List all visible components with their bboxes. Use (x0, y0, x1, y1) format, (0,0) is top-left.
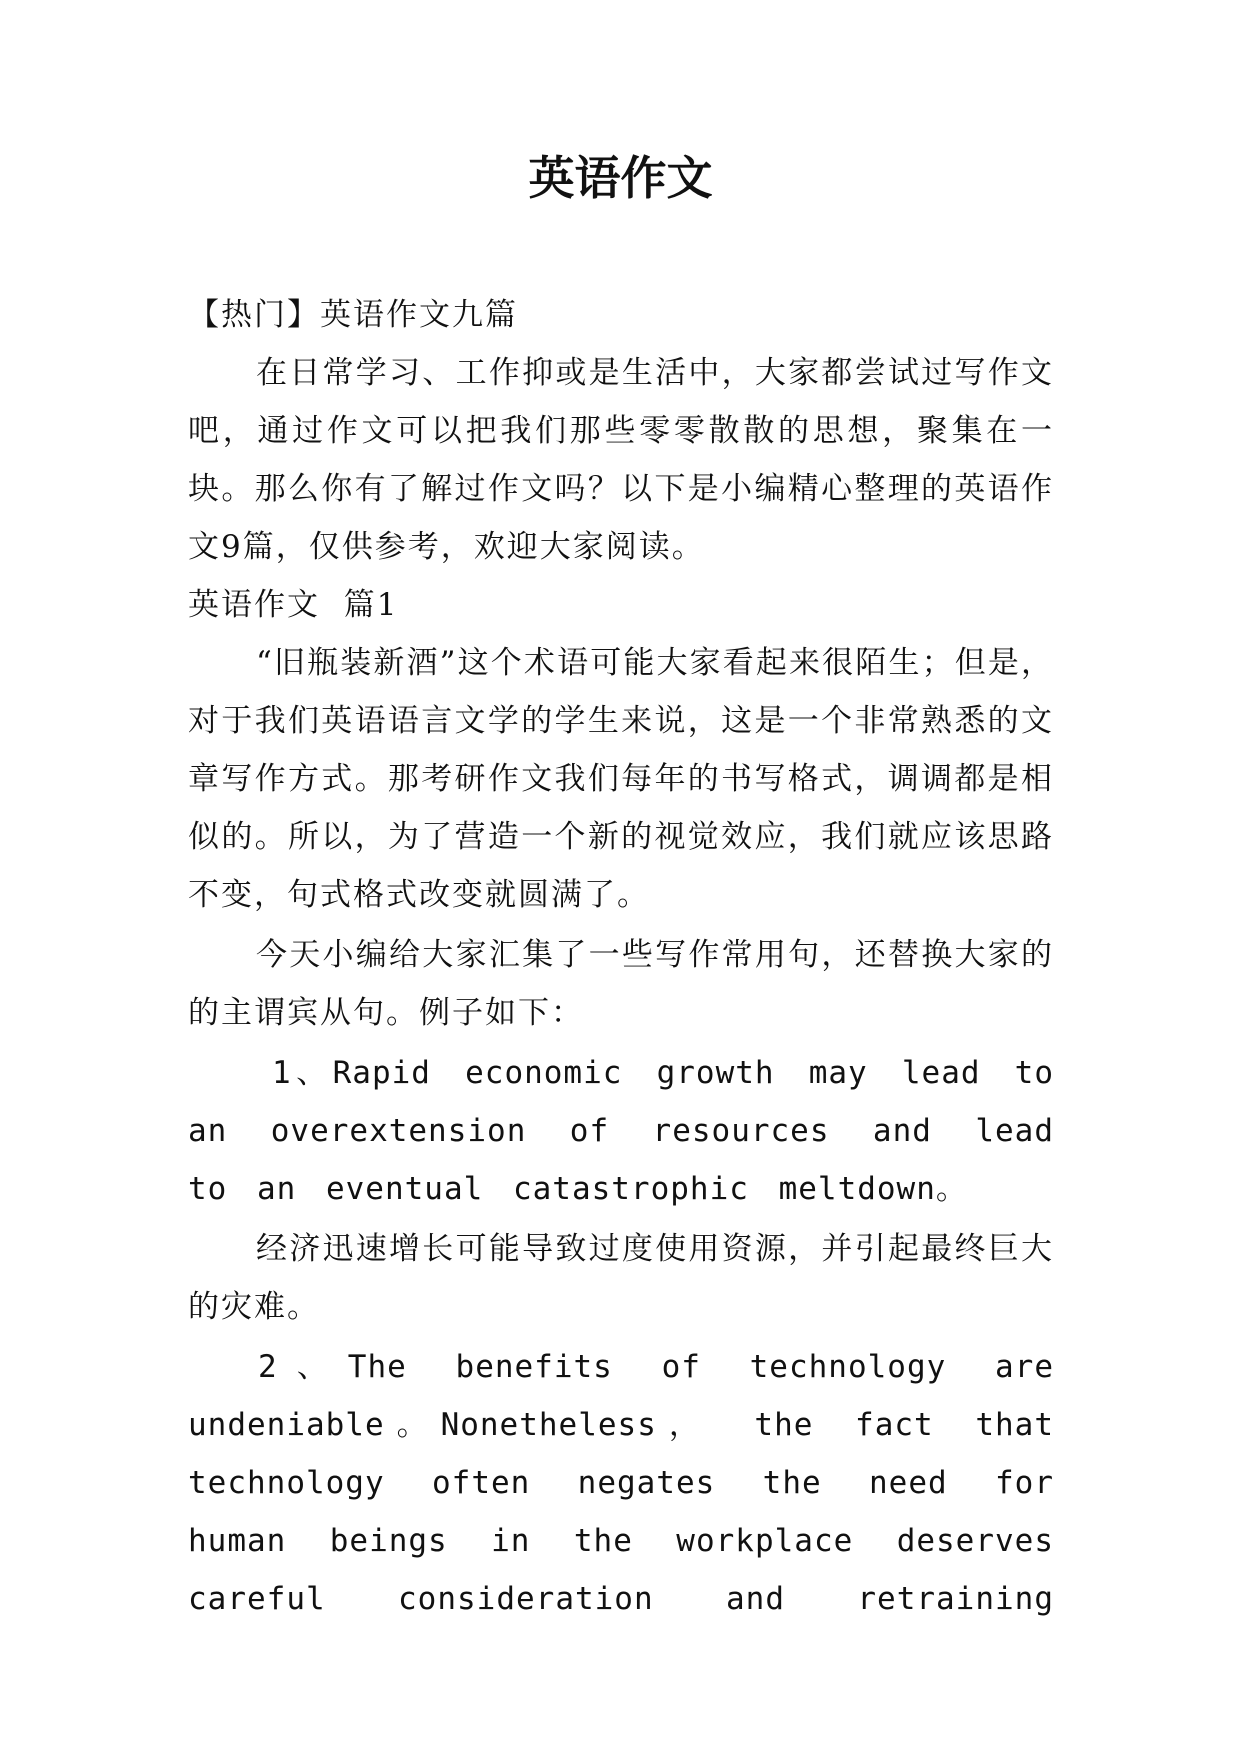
section-title: 英语作文 篇1 (188, 587, 399, 623)
document-title: 英语作文 (528, 151, 713, 205)
document-body (188, 286, 1054, 1628)
article-heading: 【热门】英语作文九篇 (188, 297, 518, 333)
paragraph-1: “旧瓶装新酒”这个术语可能大家看起来很陌生；但是，对于我们英语语言文学的学生来说，这是一个非常熟悉的文章写作方式。那考研作文我们每年的书写格式，调调都是相似的。所以，为了营造一个新的视觉效应，我们就应该思路不变，句式格式改变就圆满了。 (188, 645, 1054, 913)
example-2-english: 2、The benefits of technology are undeniable。Nonetheless， the fact that technology often negates the need for human beings in the workplace deserves careful consideration and retraining (188, 1349, 1054, 1617)
intro-paragraph: 在日常学习、工作抑或是生活中，大家都尝试过写作文吧，通过作文可以把我们那些零零散散的思想，聚集在一块。那么你有了解过作文吗？以下是小编精心整理的英语作文9篇，仅供参考，欢迎大家阅读。 (188, 355, 1054, 565)
paragraph-2: 今天小编给大家汇集了一些写作常用句，还替换大家的的主谓宾从句。例子如下： (188, 937, 1054, 1031)
example-1-english: 1、Rapid economic growth may lead to an overextension of resources and lead to an eventual catastrophic meltdown。 (188, 1055, 1054, 1207)
example-1-chinese: 经济迅速增长可能导致过度使用资源，并引起最终巨大的灾难。 (188, 1231, 1054, 1325)
